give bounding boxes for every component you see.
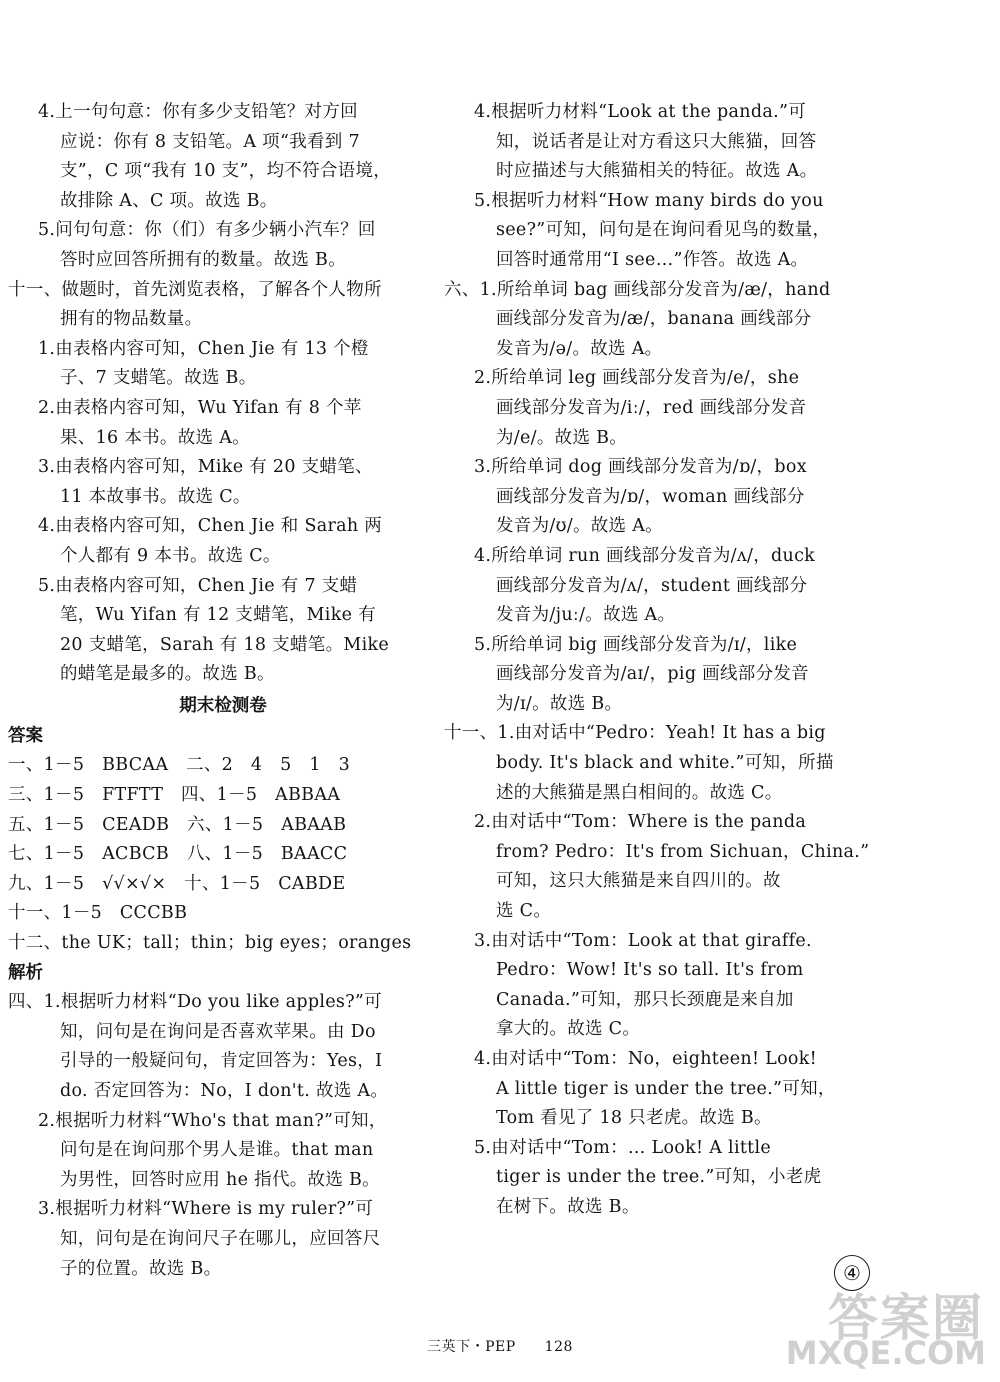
left-text-line: 故排除 A、C 项。故选 B。	[60, 190, 278, 211]
right-text-line: 知，说话者是让对方看这只大熊猫，回答	[496, 131, 817, 152]
left-text-line: 支”，C 项“我有 10 支”，均不符合语境，	[60, 161, 392, 182]
left-column	[8, 98, 438, 1284]
left-text-line: 知，问句是在询问是否喜欢苹果。由 Do	[60, 1021, 376, 1042]
right-text-line: 发音为/ʊ/。故选 A。	[496, 516, 663, 537]
right-text-line: 选 C。	[496, 901, 552, 922]
left-text-line: 11 本故事书。故选 C。	[60, 486, 251, 507]
right-text-line: 发音为/ə/。故选 A。	[496, 338, 663, 359]
right-text-line: 六、1.所给单词 bag 画线部分发音为/æ/，hand	[444, 279, 831, 300]
left-text-line: 子、7 支蜡笔。故选 B。	[60, 368, 257, 389]
right-text-line: 十一、1.由对话中“Pedro：Yeah! It has a big	[444, 723, 826, 744]
left-text-line: 答时应回答所拥有的数量。故选 B。	[60, 249, 347, 270]
right-text-line: 2.由对话中“Tom：Where is the panda	[474, 812, 807, 833]
right-text-line: 2.所给单词 leg 画线部分发音为/e/，she	[474, 368, 800, 389]
right-text-line: 画线部分发音为/ɒ/，woman 画线部分	[496, 486, 805, 507]
left-text-line: 十二、the UK；tall；thin；big eyes；oranges	[8, 933, 412, 954]
right-text-line: see?”可知，问句是在询问看见鸟的数量，	[496, 220, 831, 241]
right-text-line: 4.由对话中“Tom：No，eighteen! Look!	[474, 1049, 818, 1069]
left-text-line: 5.由表格内容可知，Chen Jie 有 7 支蜡	[38, 575, 358, 596]
left-text-line: 拥有的物品数量。	[60, 309, 203, 330]
right-text-line: 回答时通常用“I see…”作答。故选 A。	[496, 249, 809, 270]
right-text-line: 在树下。故选 B。	[496, 1196, 640, 1217]
left-text-line: 2.由表格内容可知，Wu Yifan 有 8 个苹	[38, 397, 362, 418]
left-text-line: do. 否定回答为：No，I don't. 故选 A。	[60, 1081, 389, 1101]
right-text-line: 5.根据听力材料“How many birds do you	[474, 190, 824, 211]
right-text-line: 画线部分发音为/aɪ/，pig 画线部分发音	[496, 664, 809, 685]
left-text-line: 十一、做题时，首先浏览表格，了解各个人物所	[8, 279, 382, 300]
page-number-circle: ④	[834, 1255, 870, 1291]
left-text-line: 应说：你有 8 支铅笔。A 项“我看到 7	[60, 131, 360, 152]
right-column	[444, 98, 870, 1223]
right-text-line: 为/ɪ/。故选 B。	[496, 693, 623, 714]
watermark-logo	[785, 1278, 992, 1378]
right-text-line: 4.所给单词 run 画线部分发音为/ʌ/，duck	[474, 545, 816, 566]
left-text-line: 1.由表格内容可知，Chen Jie 有 13 个橙	[38, 338, 369, 359]
section-heading: 解析	[8, 962, 43, 983]
right-text-line: A little tiger is under the tree.”可知，	[496, 1078, 836, 1099]
right-text-line: 画线部分发音为/æ/，banana 画线部分	[496, 309, 812, 330]
left-text-line: 为男性，回答时应用 he 指代。故选 B。	[60, 1169, 380, 1190]
left-text-line: 2.根据听力材料“Who's that man?”可知，	[38, 1110, 387, 1131]
left-text-line: 5.问句句意：你（们）有多少辆小汽车？回	[38, 220, 376, 241]
left-text-line: 一、1－5 BBCAA 二、2 4 5 1 3	[8, 755, 351, 776]
left-text-line: 子的位置。故选 B。	[60, 1258, 222, 1279]
left-text-line: 九、1－5 √√×√× 十、1－5 CABDE	[8, 873, 346, 894]
left-text-line: 4.上一句句意：你有多少支铅笔？对方回	[38, 102, 358, 122]
left-text-line: 笔，Wu Yifan 有 12 支蜡笔，Mike 有	[60, 605, 376, 626]
left-text-line: 3.由表格内容可知，Mike 有 20 支蜡笔、	[38, 457, 373, 478]
right-text-line: 5.所给单词 big 画线部分发音为/ɪ/，like	[474, 634, 798, 655]
right-text-line: 3.由对话中“Tom：Look at that giraffe.	[474, 930, 812, 951]
watermark-logo-text: 答案圈	[828, 1289, 984, 1347]
right-text-line: 5.由对话中“Tom：… Look! A little	[474, 1137, 772, 1158]
right-text-line: 拿大的。故选 C。	[496, 1019, 641, 1040]
right-text-line: 画线部分发音为/iː/，red 画线部分发音	[496, 397, 807, 418]
right-text-line: 3.所给单词 dog 画线部分发音为/ɒ/，box	[474, 457, 807, 478]
right-text-line: Canada.”可知，那只长颈鹿是来自加	[496, 989, 794, 1010]
left-text-line: 七、1－5 ACBCB 八、1－5 BAACC	[8, 844, 348, 865]
right-text-line: from? Pedro：It's from Sichuan，China.”	[496, 841, 870, 862]
section-title: 期末检测卷	[179, 695, 267, 716]
right-text-line: 4.根据听力材料“Look at the panda.”可	[474, 102, 807, 122]
left-text-line: 4.由表格内容可知，Chen Jie 和 Sarah 两	[38, 516, 383, 537]
right-text-line: Tom 看见了 18 只老虎。故选 B。	[496, 1108, 772, 1129]
page-footer: 三英下・PEP 128	[427, 1339, 573, 1355]
right-text-line: 为/e/。故选 B。	[496, 427, 628, 448]
section-heading: 答案	[8, 725, 43, 746]
left-text-line: 问句是在询问那个男人是谁。that man	[60, 1140, 374, 1161]
right-text-line: Pedro：Wow! It's so tall. It's from	[496, 960, 804, 981]
right-text-line: 画线部分发音为/ʌ/，student 画线部分	[496, 575, 808, 596]
left-text-line: 的蜡笔是最多的。故选 B。	[60, 664, 275, 685]
left-text-line: 十一、1－5 CCCBB	[8, 903, 188, 924]
left-text-line: 引导的一般疑问句，肯定回答为：Yes，I	[60, 1051, 383, 1072]
left-text-line: 3.根据听力材料“Where is my ruler?”可	[38, 1199, 374, 1220]
right-text-line: 述的大熊猫是黑白相间的。故选 C。	[496, 782, 783, 803]
right-text-line: tiger is under the tree.”可知，小老虎	[496, 1167, 822, 1188]
left-text-line: 20 支蜡笔，Sarah 有 18 支蜡笔。Mike	[60, 634, 390, 655]
left-text-line: 个人都有 9 本书。故选 C。	[60, 545, 281, 566]
watermark-url: MXQE.COM	[785, 1334, 986, 1372]
right-text-line: 发音为/juː/。故选 A。	[496, 605, 676, 626]
right-text-line: 可知，这只大熊猫是来自四川的。故	[496, 871, 781, 892]
right-text-line: 时应描述与大熊猫相关的特征。故选 A。	[496, 161, 818, 182]
left-text-line: 四、1.根据听力材料“Do you like apples?”可	[8, 992, 382, 1013]
left-text-line: 果、16 本书。故选 A。	[60, 427, 250, 448]
right-text-line: body. It's black and white.”可知，所描	[496, 753, 834, 774]
left-text-line: 知，问句是在询问尺子在哪儿，应回答尺	[60, 1228, 381, 1249]
left-text-line: 三、1－5 FTFTT 四、1－5 ABBAA	[8, 785, 341, 806]
left-text-line: 五、1－5 CEADB 六、1－5 ABAAB	[8, 814, 347, 835]
